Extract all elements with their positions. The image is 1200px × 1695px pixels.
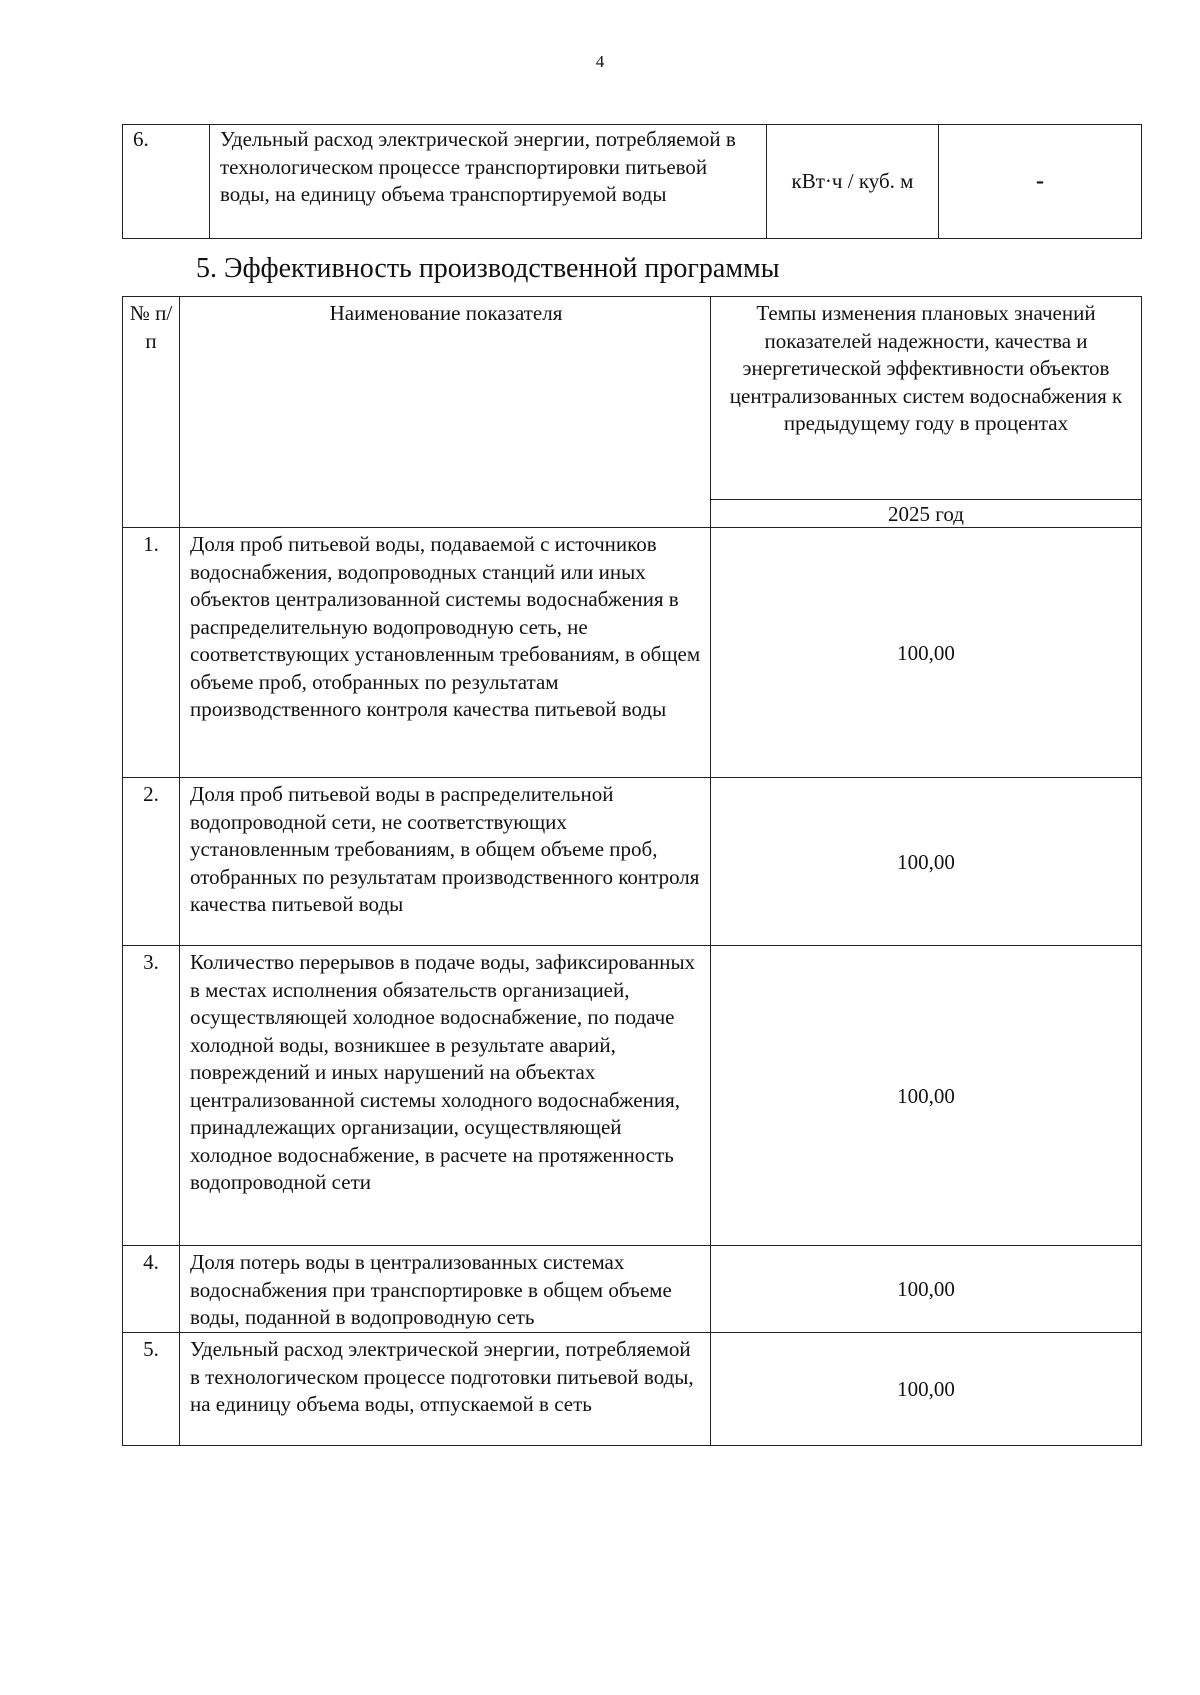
row-number: 4.: [123, 1246, 180, 1333]
indicator-value: 100,00: [711, 778, 1142, 946]
table-row: [123, 528, 1142, 778]
indicator-name: Доля проб питьевой воды, подаваемой с источников водоснабжения, водопроводных станций или иных объектов централизованной системы водоснабжения в распределительную водопроводную сеть, не соответствующих установленным требованиям, в общем объеме проб, отобранных по результатам производственного контроля качества питьевой воды: [180, 528, 711, 778]
continued-indicators-table: [122, 124, 1142, 239]
indicator-name: Количество перерывов в подаче воды, зафиксированных в местах исполнения обязательств организацией, осуществляющей холодное водоснабжение, по подаче холодной воды, возникшее в результате аварий, повреждений и иных нарушений на объектах централизованной системы холодного водоснабжения, принадлежащих организации, осуществляющей холодное водоснабжение, в расчете на протяженность водопроводной сети: [180, 946, 711, 1246]
header-rate-of-change: Темпы изменения плановых значений показателей надежности, качества и энергетической эффективности объектов централизованных систем водоснабжения к предыдущему году в процентах: [711, 297, 1142, 500]
unit-of-measure: кВт·ч / куб. м: [767, 125, 939, 239]
indicator-value: 100,00: [711, 528, 1142, 778]
page-number: 4: [595, 52, 605, 71]
table-row: [123, 125, 1142, 239]
indicator-value: 100,00: [711, 946, 1142, 1246]
indicator-value: 100,00: [711, 1333, 1142, 1446]
table-row: [123, 778, 1142, 946]
indicator-name: Доля потерь воды в централизованных системах водоснабжения при транспортировке в общем объеме воды, поданной в водопроводную сеть: [180, 1246, 711, 1333]
indicator-value: 100,00: [711, 1246, 1142, 1333]
efficiency-table: [122, 296, 1142, 1446]
row-number: 5.: [123, 1333, 180, 1446]
section-title: 5. Эффективность производственной программы: [196, 253, 780, 284]
row-number: 2.: [123, 778, 180, 946]
indicator-name: Удельный расход электрической энергии, потребляемой в технологическом процессе подготовки питьевой воды, на единицу объема воды, отпускаемой в сеть: [180, 1333, 711, 1446]
row-number: 6.: [123, 125, 210, 239]
table-row: [123, 1246, 1142, 1333]
header-indicator-name: Наименование показателя: [180, 297, 711, 528]
table-header-row: [123, 297, 1142, 500]
header-number: № п/п: [123, 297, 180, 528]
row-number: 1.: [123, 528, 180, 778]
header-year: 2025 год: [711, 500, 1142, 528]
indicator-value: -: [939, 125, 1142, 239]
row-number: 3.: [123, 946, 180, 1246]
indicator-name: Доля проб питьевой воды в распределительной водопроводной сети, не соответствующих установленным требованиям, в общем объеме проб, отобранных по результатам производственного контроля качества питьевой воды: [180, 778, 711, 946]
table-row: [123, 1333, 1142, 1446]
table-row: [123, 946, 1142, 1246]
indicator-name: Удельный расход электрической энергии, потребляемой в технологическом процессе транспортировки питьевой воды, на единицу объема транспортируемой воды: [210, 125, 767, 239]
